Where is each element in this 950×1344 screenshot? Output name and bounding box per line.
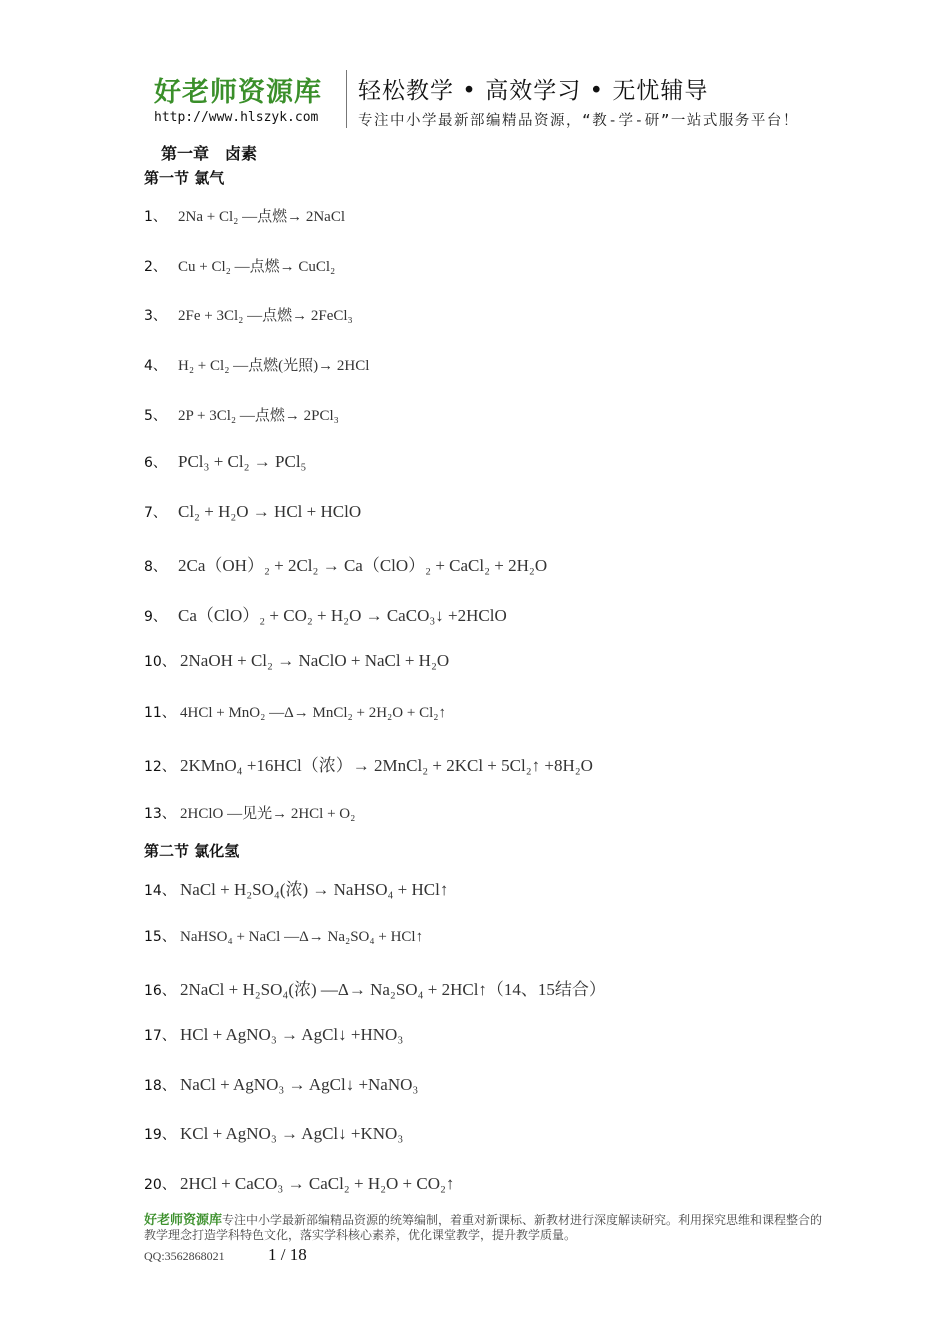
equation-item	[144, 1025, 403, 1051]
equation-number: 15、	[144, 929, 176, 945]
equation-item	[144, 502, 361, 528]
equation-formula: NaCl + H₂SO₄(浓) → NaHSO₄ + HCl↑	[180, 880, 449, 899]
equation-number: 17、	[144, 1028, 176, 1044]
equation-item	[144, 1075, 418, 1101]
equation-item	[144, 205, 345, 231]
equation-item	[144, 601, 507, 627]
equation-number: 20、	[144, 1177, 176, 1193]
equation-formula: 2P + 3Cl₂ —点燃→ 2PCl₃	[178, 408, 339, 424]
equation-item	[144, 926, 423, 952]
equation-number: 1、	[144, 209, 167, 225]
equation-formula: 2Ca（OH）₂ + 2Cl₂ → Ca（ClO）₂ + CaCl₂ + 2H₂O	[178, 556, 548, 575]
equation-formula: HCl + AgNO₃ → AgCl↓ +HNO₃	[180, 1025, 404, 1044]
equation-number: 3、	[144, 308, 167, 324]
equation-formula: NaHSO₄ + NaCl —Δ→ Na₂SO₄ + HCl↑	[180, 929, 424, 945]
equation-number: 8、	[144, 559, 167, 575]
footer-text: 专注中小学最新部编精品资源的统筹编制，着重对新课标、新教材进行深度解读研究。利用探究思维和课程整合的教学理念打造学科特色文化，落实学科核心素养，优化课堂教学，提升教学质量。	[144, 1213, 823, 1242]
equation-formula: Ca（ClO）₂ + CO₂ + H₂O → CaCO₃↓ +2HClO	[178, 606, 507, 625]
equation-item	[144, 452, 306, 478]
equation-formula: 2NaCl + H₂SO₄(浓) —Δ→ Na₂SO₄ + 2HCl↑（14、15结合）	[180, 980, 606, 999]
equation-item	[144, 702, 446, 728]
equation-number: 13、	[144, 806, 176, 822]
equation-number: 18、	[144, 1078, 176, 1094]
equation-formula: 2HCl + CaCO₃ → CaCl₂ + H₂O + CO₂↑	[180, 1174, 455, 1193]
equation-formula: 2Fe + 3Cl₂ —点燃→ 2FeCl₃	[178, 308, 353, 324]
equation-number: 12、	[144, 759, 176, 775]
equation-item	[144, 304, 353, 330]
footer-qq: QQ:3562868021	[144, 1249, 225, 1263]
equation-item	[144, 875, 448, 901]
equation-number: 11、	[144, 705, 176, 721]
equation-number: 19、	[144, 1127, 176, 1143]
page-number: 1 / 18	[268, 1245, 307, 1264]
equation-formula: H₂ + Cl₂ —点燃(光照)→ 2HCl	[178, 358, 370, 374]
equation-number: 14、	[144, 883, 176, 899]
equation-formula: PCl₃ + Cl₂ → PCl₅	[178, 452, 307, 471]
equation-item	[144, 354, 369, 380]
page-header	[150, 68, 910, 132]
equation-number: 7、	[144, 505, 167, 521]
equation-number: 4、	[144, 358, 167, 374]
equation-item	[144, 651, 449, 677]
equation-formula: 2Na + Cl₂ —点燃→ 2NaCl	[178, 209, 346, 225]
footer-brand: 好老师资源库	[144, 1213, 223, 1228]
equation-number: 9、	[144, 609, 167, 625]
equation-item	[144, 1174, 454, 1200]
equation-item	[144, 751, 593, 777]
equation-item	[144, 404, 339, 430]
chapter-title: 第一章 卤素	[161, 144, 258, 163]
equation-number: 5、	[144, 408, 167, 424]
equation-item	[144, 1124, 403, 1150]
equation-number: 2、	[144, 259, 167, 275]
equation-formula: 2HClO —见光→ 2HCl + O₂	[180, 806, 356, 822]
equation-item	[144, 255, 335, 281]
equation-formula: NaCl + AgNO₃ → AgCl↓ +NaNO₃	[180, 1075, 419, 1094]
equation-formula: 2NaOH + Cl₂ → NaClO + NaCl + H₂O	[180, 651, 450, 670]
brand-logo-text: 好老师资源库	[154, 77, 322, 108]
equation-number: 10、	[144, 654, 176, 670]
equation-formula: 4HCl + MnO₂ —Δ→ MnCl₂ + 2H₂O + Cl₂↑	[180, 705, 446, 721]
equation-item	[144, 551, 547, 577]
equation-formula: 2KMnO₄ +16HCl（浓）→ 2MnCl₂ + 2KCl + 5Cl₂↑ +8H₂O	[180, 756, 593, 775]
section-title-chlorine: 第一节 氯气	[144, 169, 225, 187]
footer-description	[144, 1213, 824, 1243]
section-title-hydrogen-chloride: 第二节 氯化氢	[144, 842, 240, 860]
equation-formula: Cl₂ + H₂O → HCl + HClO	[178, 502, 362, 521]
site-url[interactable]: http://www.hlszyk.com	[154, 110, 319, 125]
equation-item	[144, 975, 606, 1001]
header-divider	[346, 70, 347, 128]
equation-number: 16、	[144, 983, 176, 999]
equation-formula: Cu + Cl₂ —点燃→ CuCl₂	[178, 259, 336, 275]
header-tagline: 专注中小学最新部编精品资源，“教-学-研”一站式服务平台！	[358, 113, 799, 129]
equation-number: 6、	[144, 455, 167, 471]
page-footer	[144, 1213, 824, 1264]
equation-formula: KCl + AgNO₃ → AgCl↓ +KNO₃	[180, 1124, 404, 1143]
equation-item	[144, 802, 355, 828]
header-slogan: 轻松教学 • 高效学习 • 无忧辅导	[358, 78, 709, 104]
